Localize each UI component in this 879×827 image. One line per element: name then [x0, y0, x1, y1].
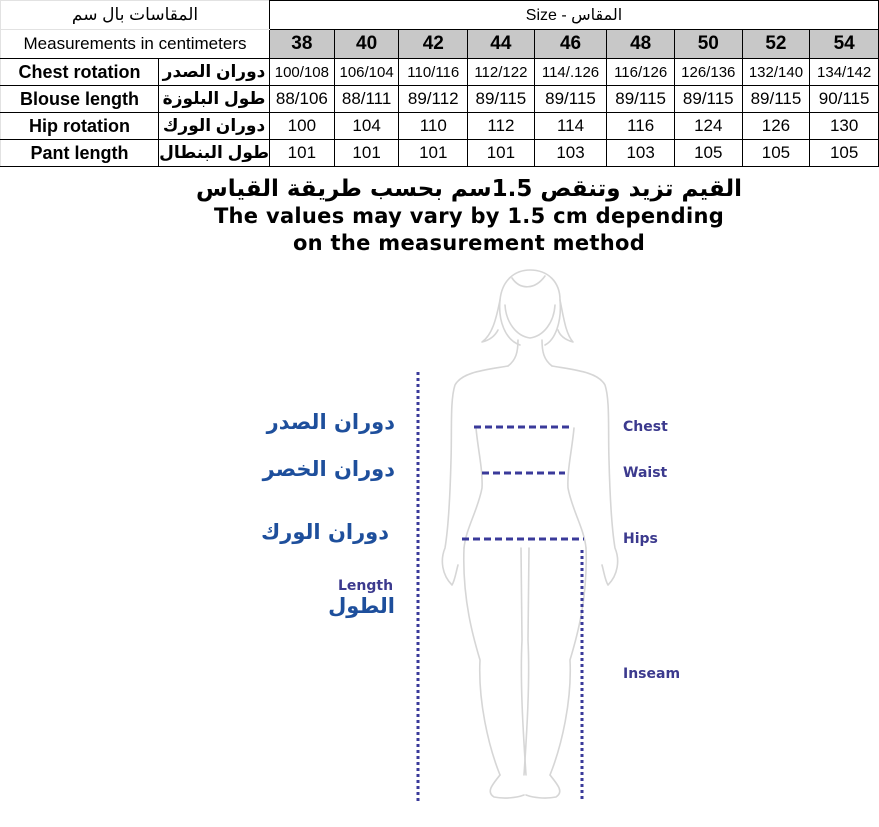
body-figure-icon [0, 260, 879, 827]
table-cell: 100 [270, 113, 335, 140]
label-chest-en: Chest [623, 419, 668, 435]
table-cell: 130 [810, 113, 879, 140]
table-cell: 112/122 [468, 59, 535, 86]
table-cell: 89/115 [742, 86, 810, 113]
table-cell: 114/.126 [534, 59, 607, 86]
label-hips-en: Hips [623, 531, 658, 547]
note-english-line1: The values may vary by 1.5 cm depending [213, 204, 725, 228]
body-measurement-diagram [0, 260, 879, 827]
table-cell: 110 [399, 113, 468, 140]
size-title: Size - المقاس [270, 1, 879, 30]
measurement-note [0, 176, 879, 257]
row-label-en: Blouse length [1, 86, 159, 113]
table-cell: 103 [607, 140, 675, 167]
size-header-40: 40 [334, 30, 399, 59]
size-header-42: 42 [399, 30, 468, 59]
table-cell: 89/115 [607, 86, 675, 113]
table-cell: 114 [534, 113, 607, 140]
header-row-top [1, 1, 879, 30]
table-row-chest [1, 59, 879, 86]
table-cell: 89/112 [399, 86, 468, 113]
row-label-ar: دوران الورك [159, 113, 270, 140]
table-cell: 126 [742, 113, 810, 140]
table-row-pant [1, 140, 879, 167]
table-cell: 116 [607, 113, 675, 140]
size-header-38: 38 [270, 30, 335, 59]
table-cell: 89/115 [468, 86, 535, 113]
size-header-52: 52 [742, 30, 810, 59]
table-cell: 105 [674, 140, 742, 167]
table-cell: 101 [468, 140, 535, 167]
table-row-blouse [1, 86, 879, 113]
table-cell: 100/108 [270, 59, 335, 86]
label-length-ar: الطول [328, 594, 395, 618]
units-label-ar: المقاسات بال سم [1, 1, 270, 30]
table-cell: 89/115 [534, 86, 607, 113]
label-hips-ar: دوران الورك [261, 520, 389, 544]
size-header-44: 44 [468, 30, 535, 59]
table-cell: 90/115 [810, 86, 879, 113]
table-cell: 110/116 [399, 59, 468, 86]
table-cell: 132/140 [742, 59, 810, 86]
row-label-en: Pant length [1, 140, 159, 167]
size-header-46: 46 [534, 30, 607, 59]
table-cell: 134/142 [810, 59, 879, 86]
label-inseam-en: Inseam [623, 666, 681, 682]
table-cell: 104 [334, 113, 399, 140]
size-chart-table [0, 0, 879, 167]
row-label-ar: دوران الصدر [159, 59, 270, 86]
table-cell: 101 [399, 140, 468, 167]
label-chest-ar: دوران الصدر [266, 410, 395, 434]
size-header-48: 48 [607, 30, 675, 59]
table-cell: 89/115 [674, 86, 742, 113]
size-header-50: 50 [674, 30, 742, 59]
table-cell: 101 [334, 140, 399, 167]
table-cell: 88/106 [270, 86, 335, 113]
table-cell: 106/104 [334, 59, 399, 86]
table-cell: 105 [742, 140, 810, 167]
row-label-ar: طول البلوزة [159, 86, 270, 113]
table-cell: 124 [674, 113, 742, 140]
label-length-en: Length [338, 578, 394, 594]
table-row-hip [1, 113, 879, 140]
label-waist-en: Waist [623, 465, 668, 481]
table-cell: 116/126 [607, 59, 675, 86]
note-arabic: القيم تزيد وتنقص 1.5سم بحسب طريقة القياس [196, 176, 742, 202]
size-header-54: 54 [810, 30, 879, 59]
table-cell: 88/111 [334, 86, 399, 113]
note-english-line2: on the measurement method [292, 231, 646, 255]
label-waist-ar: دوران الخصر [262, 457, 395, 481]
table-cell: 105 [810, 140, 879, 167]
size-header-row [1, 30, 879, 59]
table-cell: 126/136 [674, 59, 742, 86]
table-cell: 101 [270, 140, 335, 167]
row-label-en: Hip rotation [1, 113, 159, 140]
units-label-en: Measurements in centimeters [1, 30, 270, 59]
table-cell: 112 [468, 113, 535, 140]
row-label-en: Chest rotation [1, 59, 159, 86]
table-cell: 103 [534, 140, 607, 167]
row-label-ar: طول البنطال [159, 140, 270, 167]
